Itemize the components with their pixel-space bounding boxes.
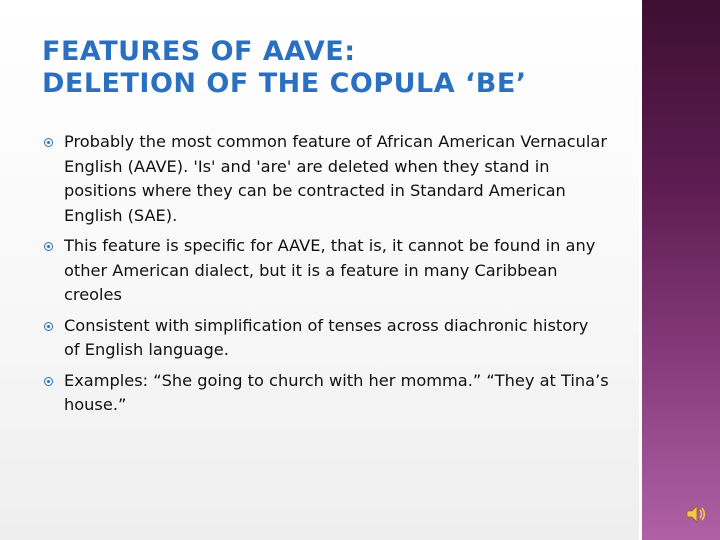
bullet-text: This feature is specific for AAVE, that is, it cannot be found in any other American dialect, but it is a feature in many Caribbean creoles: [64, 236, 596, 304]
circled-dot-bullet-icon: [44, 242, 53, 251]
bullet-text: Probably the most common feature of African American Vernacular English (AAVE). 'Is' and 'are' are deleted when they stand in positions where they can be contracted in Standard American English (SAE).: [64, 132, 607, 225]
circled-dot-bullet-icon: [44, 138, 53, 147]
title-line-2: DELETION OF THE COPULA ‘BE’: [42, 67, 527, 99]
speaker-icon[interactable]: [684, 502, 708, 526]
bullet-item: [44, 369, 609, 418]
circled-dot-bullet-icon: [44, 322, 53, 331]
bullet-item: [44, 314, 609, 363]
title-line-1: FEATURES OF AAVE:: [42, 36, 356, 67]
slide-title: [42, 36, 632, 100]
bullet-text: Consistent with simplification of tenses across diachronic history of English language.: [64, 315, 589, 359]
circled-dot-bullet-icon: [44, 377, 53, 386]
bullet-list: [44, 130, 609, 424]
side-decorative-band: [642, 0, 720, 540]
bullet-text: Examples: “She going to church with her momma.” “They at Tina’s house.”: [64, 370, 609, 414]
bullet-item: [44, 130, 609, 228]
bullet-item: [44, 234, 609, 308]
